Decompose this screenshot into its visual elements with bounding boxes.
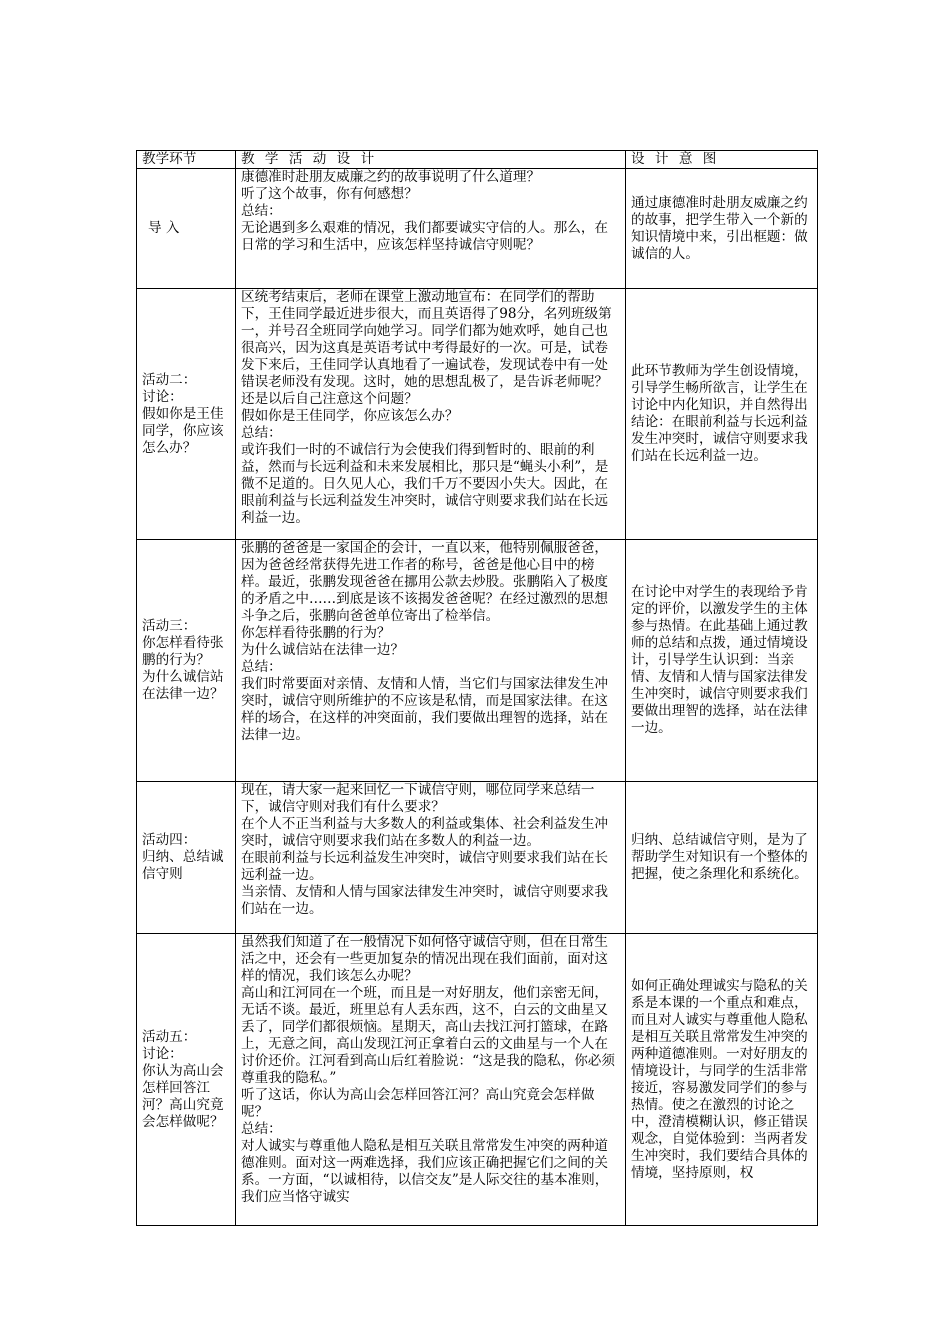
table-header-row (137, 151, 818, 169)
activity-text: 虽然我们知道了在一般情况下如何恪守诚信守则，但在日常生活之中，还会有一些更加复杂的情况出现在我们面前，面对这样的情况，我们该怎么办呢？ (241, 934, 609, 984)
intent-text: 此环节教师为学生创设情境，引导学生畅所欲言，让学生在讨论中内化知识，并自然得出结论：在眼前利益与长远利益发生冲突时，诚信守则要求我们站在长远利益一边。 (631, 363, 808, 464)
intent-text: 如何正确处理诚实与隐私的关系是本课的一个重点和难点，而且对人诚实与尊重他人隐私是相互关联且常常发生冲突的两种道德准则。一对好朋友的情境设计，与同学的生活非常接近，容易激发同学们的参与热情。使之在激烈的讨论之中，澄清模糊认识，修正错误观念，自觉体验到：当两者发生冲突时，我们要结合具体的情境，坚持原则，权 (631, 977, 808, 1181)
table-row (137, 540, 818, 782)
stage-title: 活动五： (142, 1028, 197, 1045)
activity-text: 在眼前利益与长远利益发生冲突时，诚信守则要求我们站在长远利益一边。 (241, 850, 609, 883)
activity-cell (236, 782, 626, 934)
intent-cell (626, 289, 818, 540)
stage-text: 为什么诚信站在法律一边？ (142, 669, 224, 702)
activity-text: 假如你是王佳同学，你应该怎么办？ (241, 408, 459, 424)
intent-text: 通过康德准时赴朋友威廉之约的故事，把学生带入一个新的知识情境中来，引出框题：做诚信的人。 (631, 194, 808, 262)
activity-text: 或许我们一时的不诚信行为会使我们得到暂时的、眼前的利益，然而与长远利益和未来发展相比，那只是“蝇头小利”，是微不足道的。日久见人心，我们千万不要因小失大。因此，在眼前利益与长远利益发生冲突时，诚信守则要求我们站在长远利益一边。 (241, 442, 609, 526)
header-activity: 教 学 活 动 设 计 (236, 151, 626, 169)
header-stage: 教学环节 (137, 151, 236, 169)
activity-text: 在个人不正当利益与大多数人的利益或集体、社会利益发生冲突时，诚信守则要求我们站在多数人的利益一边。 (241, 816, 609, 849)
stage-title: 活动四： (142, 832, 197, 848)
activity-text: 当亲情、友情和人情与国家法律发生冲突时，诚信守则要求我们站在一边。 (241, 884, 609, 917)
intent-cell (626, 782, 818, 934)
stage-text: 你怎样看待张鹏的行为？ (142, 635, 224, 668)
activity-text: 你怎样看待张鹏的行为？ (241, 625, 391, 641)
activity-text: 总结： (241, 659, 282, 675)
stage-cell (137, 289, 236, 540)
activity-text: 无论遇到多么艰难的情况，我们都要诚实守信的人。那么，在日常的学习和生活中，应该怎样坚持诚信守则呢？ (241, 220, 609, 253)
activity-text: 高山和江河同在一个班，而且是一对好朋友，他们亲密无间，无话不谈。最近，班里总有人丢东西，这不，白云的文曲星又丢了，同学们都很烦恼。星期天，高山去找江河打篮球，在路上，无意之间，高山发现江河正拿着白云的文曲星与一个人在讨价还价。江河看到高山后红着脸说：“这是我的隐私，你必须尊重我的隐私。” (241, 985, 615, 1086)
activity-cell (236, 540, 626, 782)
stage-text: 讨论： (142, 388, 183, 405)
activity-text: 听了这个故事，你有何感想？ (241, 186, 418, 202)
stage-cell (137, 540, 236, 782)
activity-cell (236, 934, 626, 1226)
stage-text: 讨论： (142, 1045, 183, 1062)
activity-text: 听了这话，你认为高山会怎样回答江河？高山究竟会怎样做呢？ (241, 1087, 595, 1120)
table-row (137, 289, 818, 540)
stage-cell (137, 169, 236, 289)
activity-text: 现在，请大家一起来回忆一下诚信守则，哪位同学来总结一下，诚信守则对我们有什么要求？ (241, 782, 595, 815)
stage-title: 活动三： (142, 618, 197, 634)
activity-text: 总结： (241, 203, 282, 219)
stage-text: 假如你是王佳同学，你应该怎么办？ (142, 405, 224, 456)
intent-text: 在讨论中对学生的表现给予肯定的评价，以激发学生的主体参与热情。在此基础上通过教师的总结和点拨，通过情境设计，引导学生认识到：当亲情、友情和人情与国家法律发生冲突时，诚信守则要求我们要做出理智的选择，站在法律一边。 (631, 584, 808, 736)
table-row (137, 169, 818, 289)
table-row (137, 934, 818, 1226)
activity-text: 为什么诚信站在法律一边？ (241, 642, 405, 658)
activity-text: 总结： (241, 425, 282, 441)
table-row (137, 782, 818, 934)
activity-text: 总结： (241, 1121, 282, 1137)
lesson-plan-table (136, 150, 818, 1226)
intent-cell (626, 934, 818, 1226)
intent-cell (626, 169, 818, 289)
stage-text: 归纳、总结诚信守则 (142, 849, 224, 882)
activity-text: 张鹏的爸爸是一家国企的会计，一直以来，他特别佩服爸爸，因为爸爸经常获得先进工作者的称号，爸爸是他心目中的榜样。最近，张鹏发现爸爸在挪用公款去炒股。张鹏陷入了极度的矛盾之中……到底是该不该揭发爸爸呢？在经过激烈的思想斗争之后，张鹏向爸爸单位寄出了检举信。 (241, 540, 609, 624)
activity-text: 康德准时赴朋友威廉之约的故事说明了什么道理？ (241, 169, 541, 185)
stage-text: 你认为高山会怎样回答江河？高山究竟会怎样做呢？ (142, 1062, 224, 1130)
activity-cell (236, 169, 626, 289)
activity-cell (236, 289, 626, 540)
intent-text: 归纳、总结诚信守则，是为了帮助学生对知识有一个整体的把握，使之条理化和系统化。 (631, 832, 808, 882)
activity-text: 我们时常要面对亲情、友情和人情，当它们与国家法律发生冲突时，诚信守则所维护的不应该是私情，而是国家法律。在这样的场合，在这样的冲突面前，我们要做出理智的选择，站在法律一边。 (241, 676, 609, 743)
header-intent: 设 计 意 图 (626, 151, 818, 169)
stage-title: 导 入 (148, 220, 180, 236)
activity-text: 对人诚实与尊重他人隐私是相互关联且常常发生冲突的两种道德准则。面对这一两难选择，我们应该正确把握它们之间的关系。一方面，“以诚相待，以信交友”是人际交往的基本准则，我们应当恪守诚实 (241, 1138, 609, 1205)
stage-cell (137, 782, 236, 934)
activity-text: 区统考结束后，老师在课堂上激动地宣布：在同学们的帮助下，王佳同学最近进步很大，而且英语得了98分，名列班级第一，并号召全班同学向她学习。同学们都为她欢呼，她自己也很高兴，因为这真是英语考试中考得最好的一次。可是，试卷发下来后，王佳同学认真地看了一遍试卷，发现试卷中有一处错误老师没有发现。这时，她的思想乱极了，是告诉老师呢？还是以后自己注意这个问题？ (241, 289, 612, 407)
intent-cell (626, 540, 818, 782)
stage-title: 活动二： (142, 371, 197, 388)
stage-cell (137, 934, 236, 1226)
